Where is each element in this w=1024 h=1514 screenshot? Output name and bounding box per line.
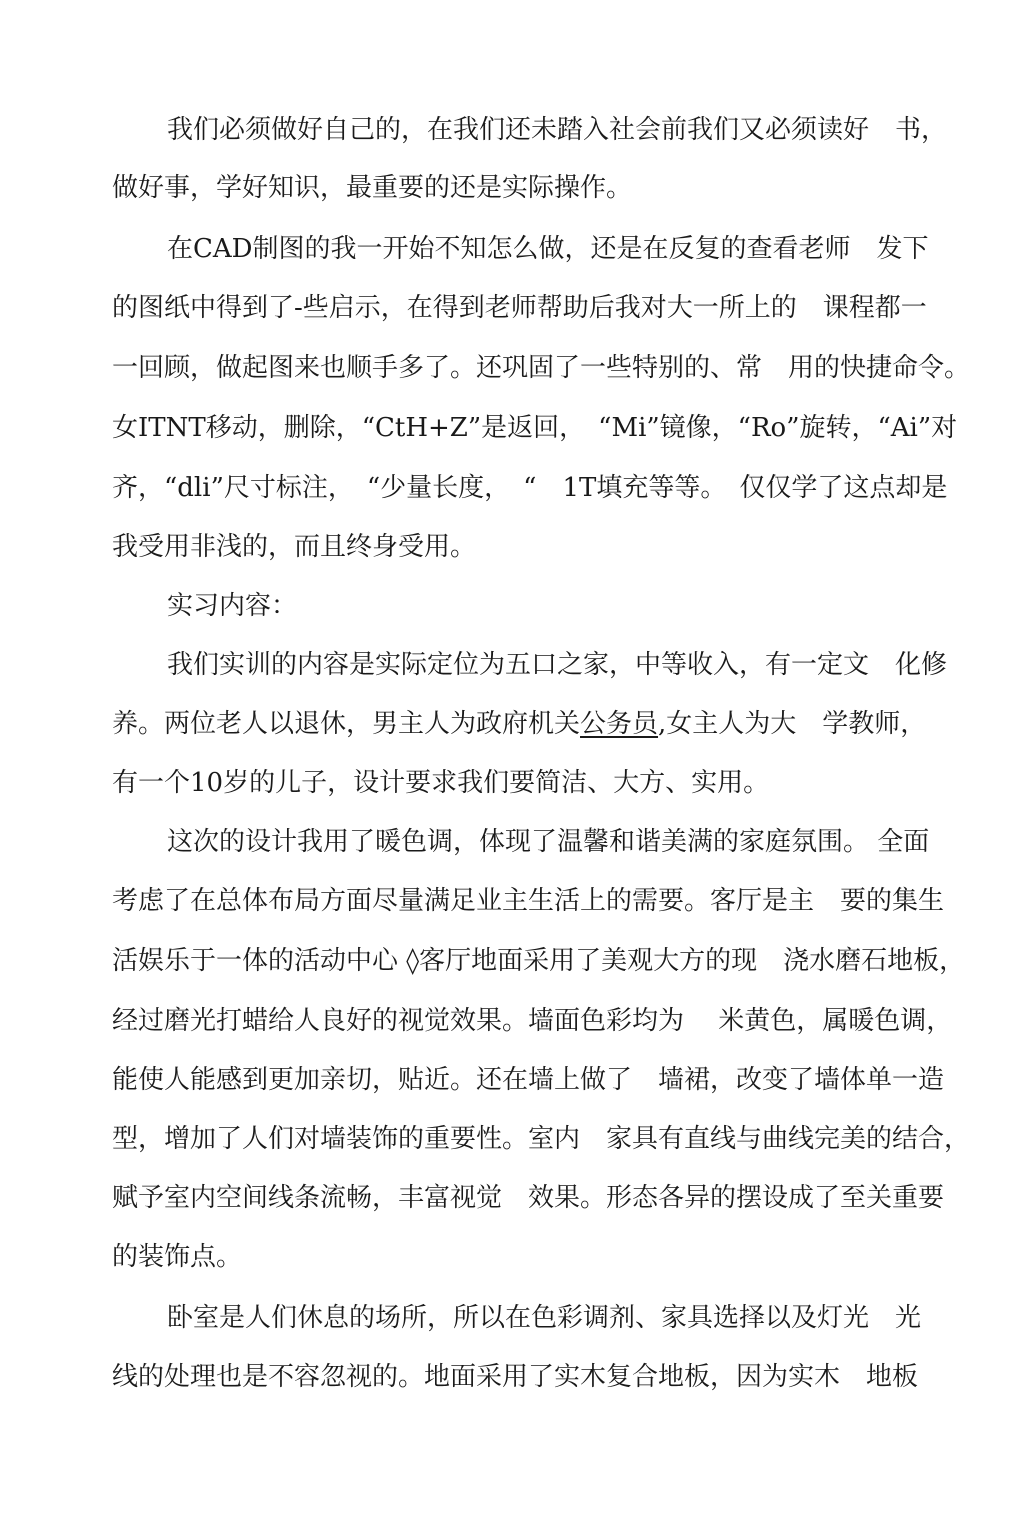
paragraph-line: 齐，“dli”尺寸标注， “少量长度， “ 1T填充等等。 仅仅学了这点却是 <box>112 473 948 503</box>
paragraph-line: 能使人能感到更加亲切，贴近。还在墙上做了 墙裙，改变了墙体单一造 <box>112 1065 945 1095</box>
paragraph-line: 线的处理也是不容忽视的。地面采用了实木复合地板，因为实木 地板 <box>112 1362 919 1392</box>
text-segment: 养。两位老人以退休，男主人为政府机关 <box>112 709 581 739</box>
paragraph-line: 的图纸中得到了-些启示，在得到老师帮助后我对大一所上的 课程都一 <box>112 293 927 323</box>
paragraph-line: 卧室是人们休息的场所，所以在色彩调剂、家具选择以及灯光 光 <box>167 1303 922 1333</box>
paragraph-line: 一回顾，做起图来也顺手多了。还巩固了一些特别的、常 用的快捷命令。 <box>112 353 971 383</box>
section-heading: 实习内容： <box>167 591 298 621</box>
paragraph-line: 我受用非浅的，而且终身受用。 <box>112 532 477 562</box>
underlined-term: 公务员 <box>580 709 659 739</box>
text-segment: ,女主人为大 学教师， <box>658 709 927 739</box>
paragraph-line: 赋予室内空间线条流畅，丰富视觉 效果。形态各异的摆设成了至关重要 <box>112 1183 945 1213</box>
paragraph-line: 型，增加了人们对墙装饰的重要性。室内 家具有直线与曲线完美的结合， <box>112 1124 971 1154</box>
paragraph-line: 的装饰点。 <box>112 1242 243 1272</box>
paragraph-line: 我们必须做好自己的，在我们还未踏入社会前我们又必须读好 书， <box>167 115 948 145</box>
paragraph-line: 做好事，学好知识，最重要的还是实际操作。 <box>112 173 633 203</box>
paragraph-line: 经过磨光打蜡给人良好的视觉效果。墙面色彩均为 米黄色，属暖色调， <box>112 1006 953 1036</box>
paragraph-line: 考虑了在总体布局方面尽量满足业主生活上的需要。客厅是主 要的集生 <box>112 886 945 916</box>
paragraph-line: 活娱乐于一体的活动中心 ◊客厅地面采用了美观大方的现 浇水磨石地板， <box>112 946 966 976</box>
paragraph-line: 这次的设计我用了暖色调，体现了温馨和谐美满的家庭氛围。 全面 <box>167 827 930 857</box>
paragraph-line: 在CAD制图的我一开始不知怎么做，还是在反复的查看老师 发下 <box>167 234 929 264</box>
paragraph-line: 我们实训的内容是实际定位为五口之家，中等收入，有一定文 化修 <box>167 650 948 680</box>
paragraph-line: 有一个10岁的儿子，设计要求我们要简洁、大方、实用。 <box>112 768 770 798</box>
paragraph-line <box>112 704 927 744</box>
paragraph-line: 女ITNT移动，删除，“CtH+Z”是返回， “Mi”镜像，“Ro”旋转，“Ai”对 <box>112 413 958 443</box>
